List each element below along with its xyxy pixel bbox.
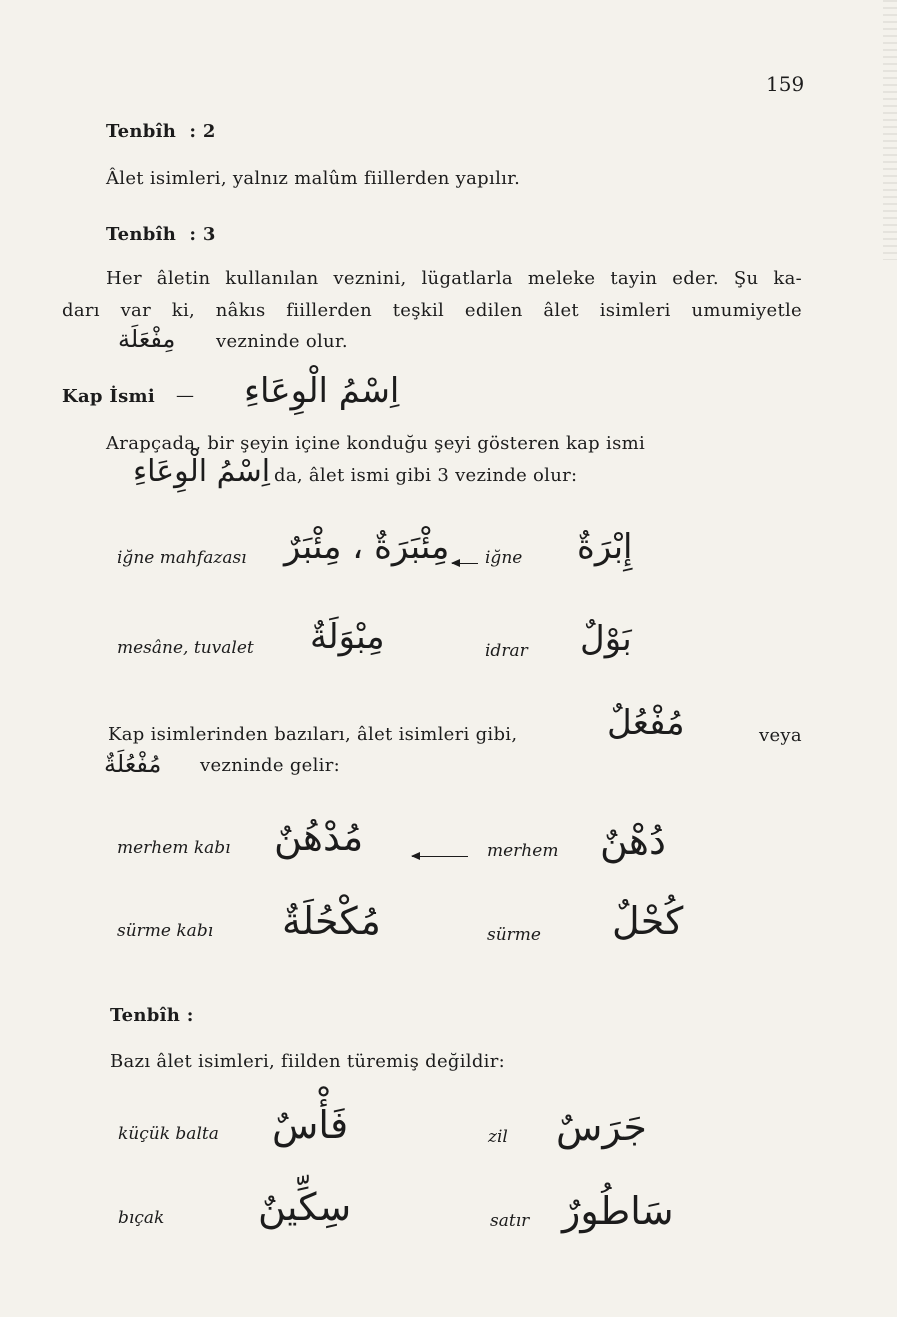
kap-ismi-paragraph-line-1: Arapçada, bir şeyin içine konduğu şeyi gösteren kap ismi [106, 433, 646, 454]
mifala-arabic: مِفْعَلَة [118, 325, 176, 353]
example-base-arabic: كُحْلٌ [612, 899, 684, 943]
example-base-meaning: iğne [485, 548, 523, 568]
example-meaning: iğne mahfazası [117, 548, 247, 568]
example-meaning: mesâne, tuvalet [117, 638, 254, 658]
example-arabic: مِئْبَرَةٌ ، مِئْبَرٌ [284, 527, 450, 567]
example-meaning-2: zil [488, 1127, 508, 1147]
example-meaning: sürme kabı [117, 921, 214, 941]
kap-ismi-paragraph-line-2: da, âlet ismi gibi 3 vezinde olur: [274, 465, 578, 486]
tenbih-4-text: Bazı âlet isimleri, fiilden türemiş değildir: [110, 1051, 505, 1072]
tenbih-3-heading: Tenbîh : 3 [106, 224, 216, 245]
example-arabic: مِبْوَلَةٌ [310, 617, 385, 657]
tenbih-2-heading: Tenbîh : 2 [106, 121, 216, 142]
tenbih-3-line-3: vezninde olur. [216, 331, 348, 352]
example-meaning: merhem kabı [117, 838, 231, 858]
tenbih-4-heading: Tenbîh : [110, 1005, 194, 1026]
example-base-meaning: merhem [487, 841, 559, 861]
example-arabic-2: سَاطُورٌ [562, 1189, 674, 1233]
heading-dash: — [176, 385, 195, 406]
kap-ismi-arabic: اِسْمُ الْوِعَاءِ [244, 371, 400, 411]
example-arabic: مُكْحُلَةٌ [282, 899, 381, 943]
example-meaning-2: satır [490, 1211, 530, 1231]
example-arabic-2: جَرَسٌ [556, 1105, 647, 1149]
example-base-meaning: idrar [485, 641, 528, 661]
example-base-arabic: دُهْنٌ [600, 819, 666, 863]
arrow-left-icon [452, 563, 478, 564]
tenbih-3-line-1: Her âletin kullanılan veznini, lügatlarla meleke tayin eder. Şu ka- [106, 268, 802, 289]
example-arabic: فَأْسٌ [272, 1103, 349, 1147]
mufulun-arabic: مُفْعُلٌ [607, 703, 685, 743]
mufulatun-arabic: مُفْعُلَةٌ [104, 750, 162, 778]
page-number: 159 [766, 72, 805, 96]
arrow-left-icon [412, 856, 468, 857]
kap-ismi-arabic-inline: اِسْمُ الْوِعَاءِ [133, 454, 271, 489]
example-meaning: küçük balta [118, 1124, 219, 1144]
kap-ismi-heading: Kap İsmi [62, 386, 155, 407]
example-base-arabic: بَوْلٌ [580, 619, 632, 659]
tenbih-2-text: Âlet isimleri, yalnız malûm fiillerden yapılır. [106, 168, 521, 189]
kap-paragraph-2-line-1: Kap isimlerinden bazıları, âlet isimleri gibi, [108, 724, 518, 745]
page-edge-shadow [883, 0, 897, 260]
or-word: veya [759, 725, 802, 746]
example-arabic: سِكِّينٌ [258, 1185, 352, 1229]
example-arabic: مُدْهُنٌ [274, 815, 364, 859]
kap-paragraph-2-line-2: vezninde gelir: [200, 755, 341, 776]
example-base-arabic: إِبْرَةٌ [577, 527, 633, 567]
example-base-meaning: sürme [487, 925, 541, 945]
example-meaning: bıçak [118, 1208, 165, 1228]
tenbih-3-line-2: darı var ki, nâkıs fiillerden teşkil edilen âlet isimleri umumiyetle [62, 300, 802, 321]
